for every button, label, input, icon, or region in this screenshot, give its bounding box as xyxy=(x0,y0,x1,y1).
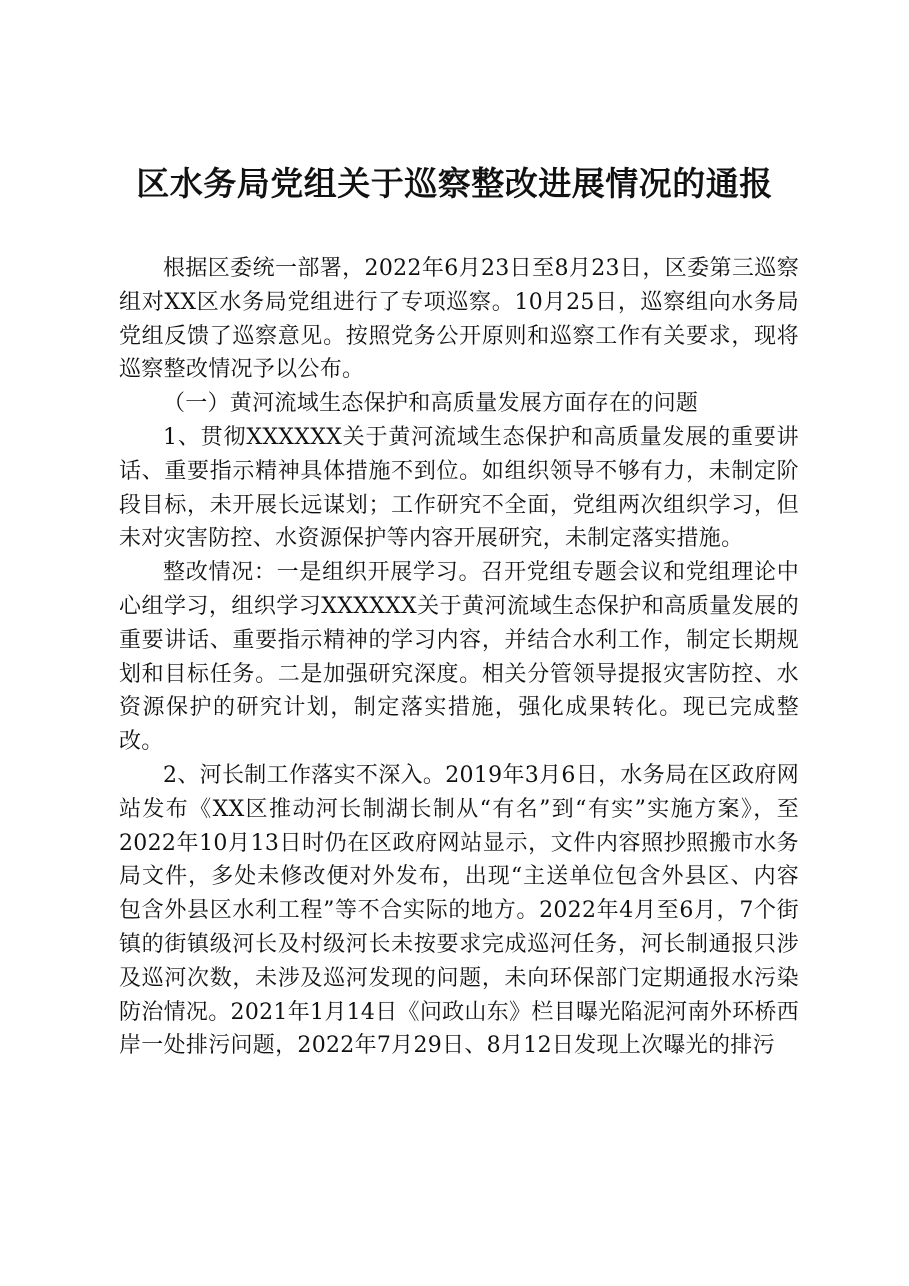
document-title: 区水务局党组关于巡察整改进展情况的通报 xyxy=(136,164,773,203)
paragraph-rectification-1: 整改情况：一是组织开展学习。召开党组专题会议和党组理论中心组学习，组织学习XXXXXX关于黄河流域生态保护和高质量发展的重要讲话、重要指示精神的学习内容，并结合水利工作，制定长期规划和目标任务。二是加强研究深度。相关分管领导提报灾害防控、水资源保护的研究计划，制定落实措施，强化成果转化。现已完成整改。 xyxy=(119,560,799,755)
paragraph-issue-1: 1、贯彻XXXXXX关于黄河流域生态保护和高质量发展的重要讲话、重要指示精神具体措施不到位。如组织领导不够有力，未制定阶段目标，未开展长远谋划；工作研究不全面，党组两次组织学习，但未对灾害防控、水资源保护等内容开展研究，未制定落实措施。 xyxy=(119,424,799,552)
section-heading: （一）黄河流域生态保护和高质量发展方面存在的问题 xyxy=(163,391,699,417)
paragraph-issue-2: 2、河长制工作落实不深入。2019年3月6日，水务局在区政府网站发布《XX区推动河长制湖长制从“有名”到“有实”实施方案》，至2022年10月13日时仍在区政府网站显示，文件内容照抄照搬市水务局文件，多处未修改便对外发布，出现“主送单位包含外县区、内容包含外县区水利工程”等不合实际的地方。2022年4月至6月，7个街镇的街镇级河长及村级河长未按要求完成巡河任务，河长制通报只涉及巡河次数，未涉及巡河发现的问题，未向环保部门定期通报水污染防治情况。2021年1月14日《问政山东》栏目曝光陷泥河南外环桥西岸一处排污问题，2022年7月29日、8月12日发现上次曝光的排污 xyxy=(119,762,799,1059)
document-body xyxy=(119,252,799,1063)
paragraph-intro: 根据区委统一部署，2022年6月23日至8月23日，区委第三巡察组对XX区水务局党组进行了专项巡察。10月25日，巡察组向水务局党组反馈了巡察意见。按照党务公开原则和巡察工作有关要求，现将巡察整改情况予以公布。 xyxy=(119,256,799,383)
